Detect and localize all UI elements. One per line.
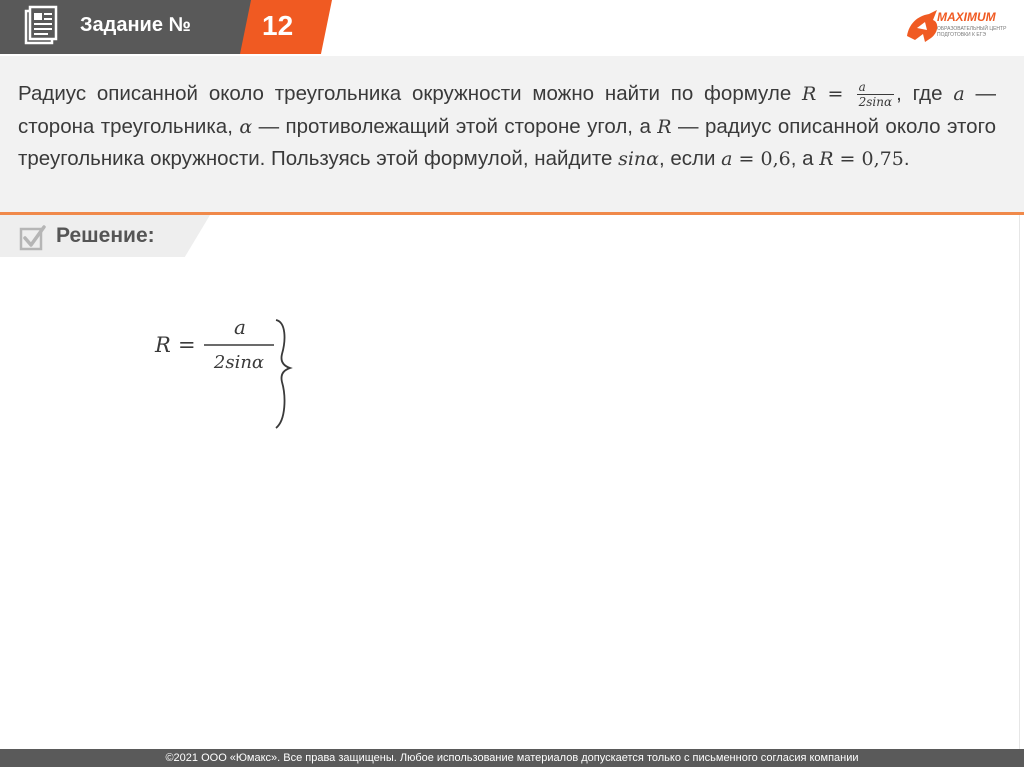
problem-statement xyxy=(18,78,996,176)
var-a: a xyxy=(953,83,965,105)
problem-text-8: . xyxy=(903,147,910,170)
task-label: Задание № xyxy=(80,14,191,36)
formula-equals: = xyxy=(178,333,196,357)
problem-text-1: Радиус описанной около треугольника окружности можно найти по формуле xyxy=(18,82,803,105)
problem-text-3: —сторона треугольника, xyxy=(18,82,997,138)
task-number: 12 xyxy=(262,10,294,41)
right-edge-line xyxy=(1019,215,1020,749)
orange-divider xyxy=(0,212,1024,215)
formula-numerator: a xyxy=(234,315,246,339)
var-sin-alpha: sinα xyxy=(618,148,659,170)
checkbox-check-icon xyxy=(18,224,46,252)
problem-text-7: , а xyxy=(790,147,820,170)
document-icon xyxy=(20,5,60,47)
problem-text-6: , если xyxy=(659,147,722,170)
solution-label: Решение: xyxy=(56,224,155,247)
solution-formula xyxy=(150,310,310,440)
curly-brace xyxy=(276,320,290,428)
fraction-denominator: 2sinα xyxy=(858,95,893,110)
var-a-value: a xyxy=(721,148,733,170)
logo-name: MAXIMUM xyxy=(937,10,996,24)
problem-text-5: — радиус описанной около этого треугольника окружности. Пользуясь этой формулой, найдите xyxy=(18,114,996,170)
footer-copyright: ©2021 ООО «Юмакс». Все права защищены. Любое использование материалов допускается только с письменного согласия компании xyxy=(0,749,1024,767)
problem-text-2: где xyxy=(912,82,954,105)
fraction-numerator: a xyxy=(857,80,894,95)
var-R-value: R xyxy=(819,148,834,170)
var-alpha: α xyxy=(239,115,253,138)
inline-fraction xyxy=(857,80,894,109)
formula-var-R: R xyxy=(802,83,817,105)
logo-subtitle: ОБРАЗОВАТЕЛЬНЫЙ ЦЕНТР ПОДГОТОВКИ К ЕГЭ xyxy=(937,26,1007,38)
formula-denominator: 2sinα xyxy=(213,352,265,373)
formula-R: R xyxy=(155,333,171,357)
problem-text-4: — противолежащий этой стороне угол, а xyxy=(252,114,658,138)
var-R: R xyxy=(657,115,672,138)
problem-comma: , xyxy=(896,82,902,105)
formula-equals: = xyxy=(816,83,855,105)
value-a: = 0,6 xyxy=(732,148,791,170)
value-R: = 0,75 xyxy=(833,148,904,170)
